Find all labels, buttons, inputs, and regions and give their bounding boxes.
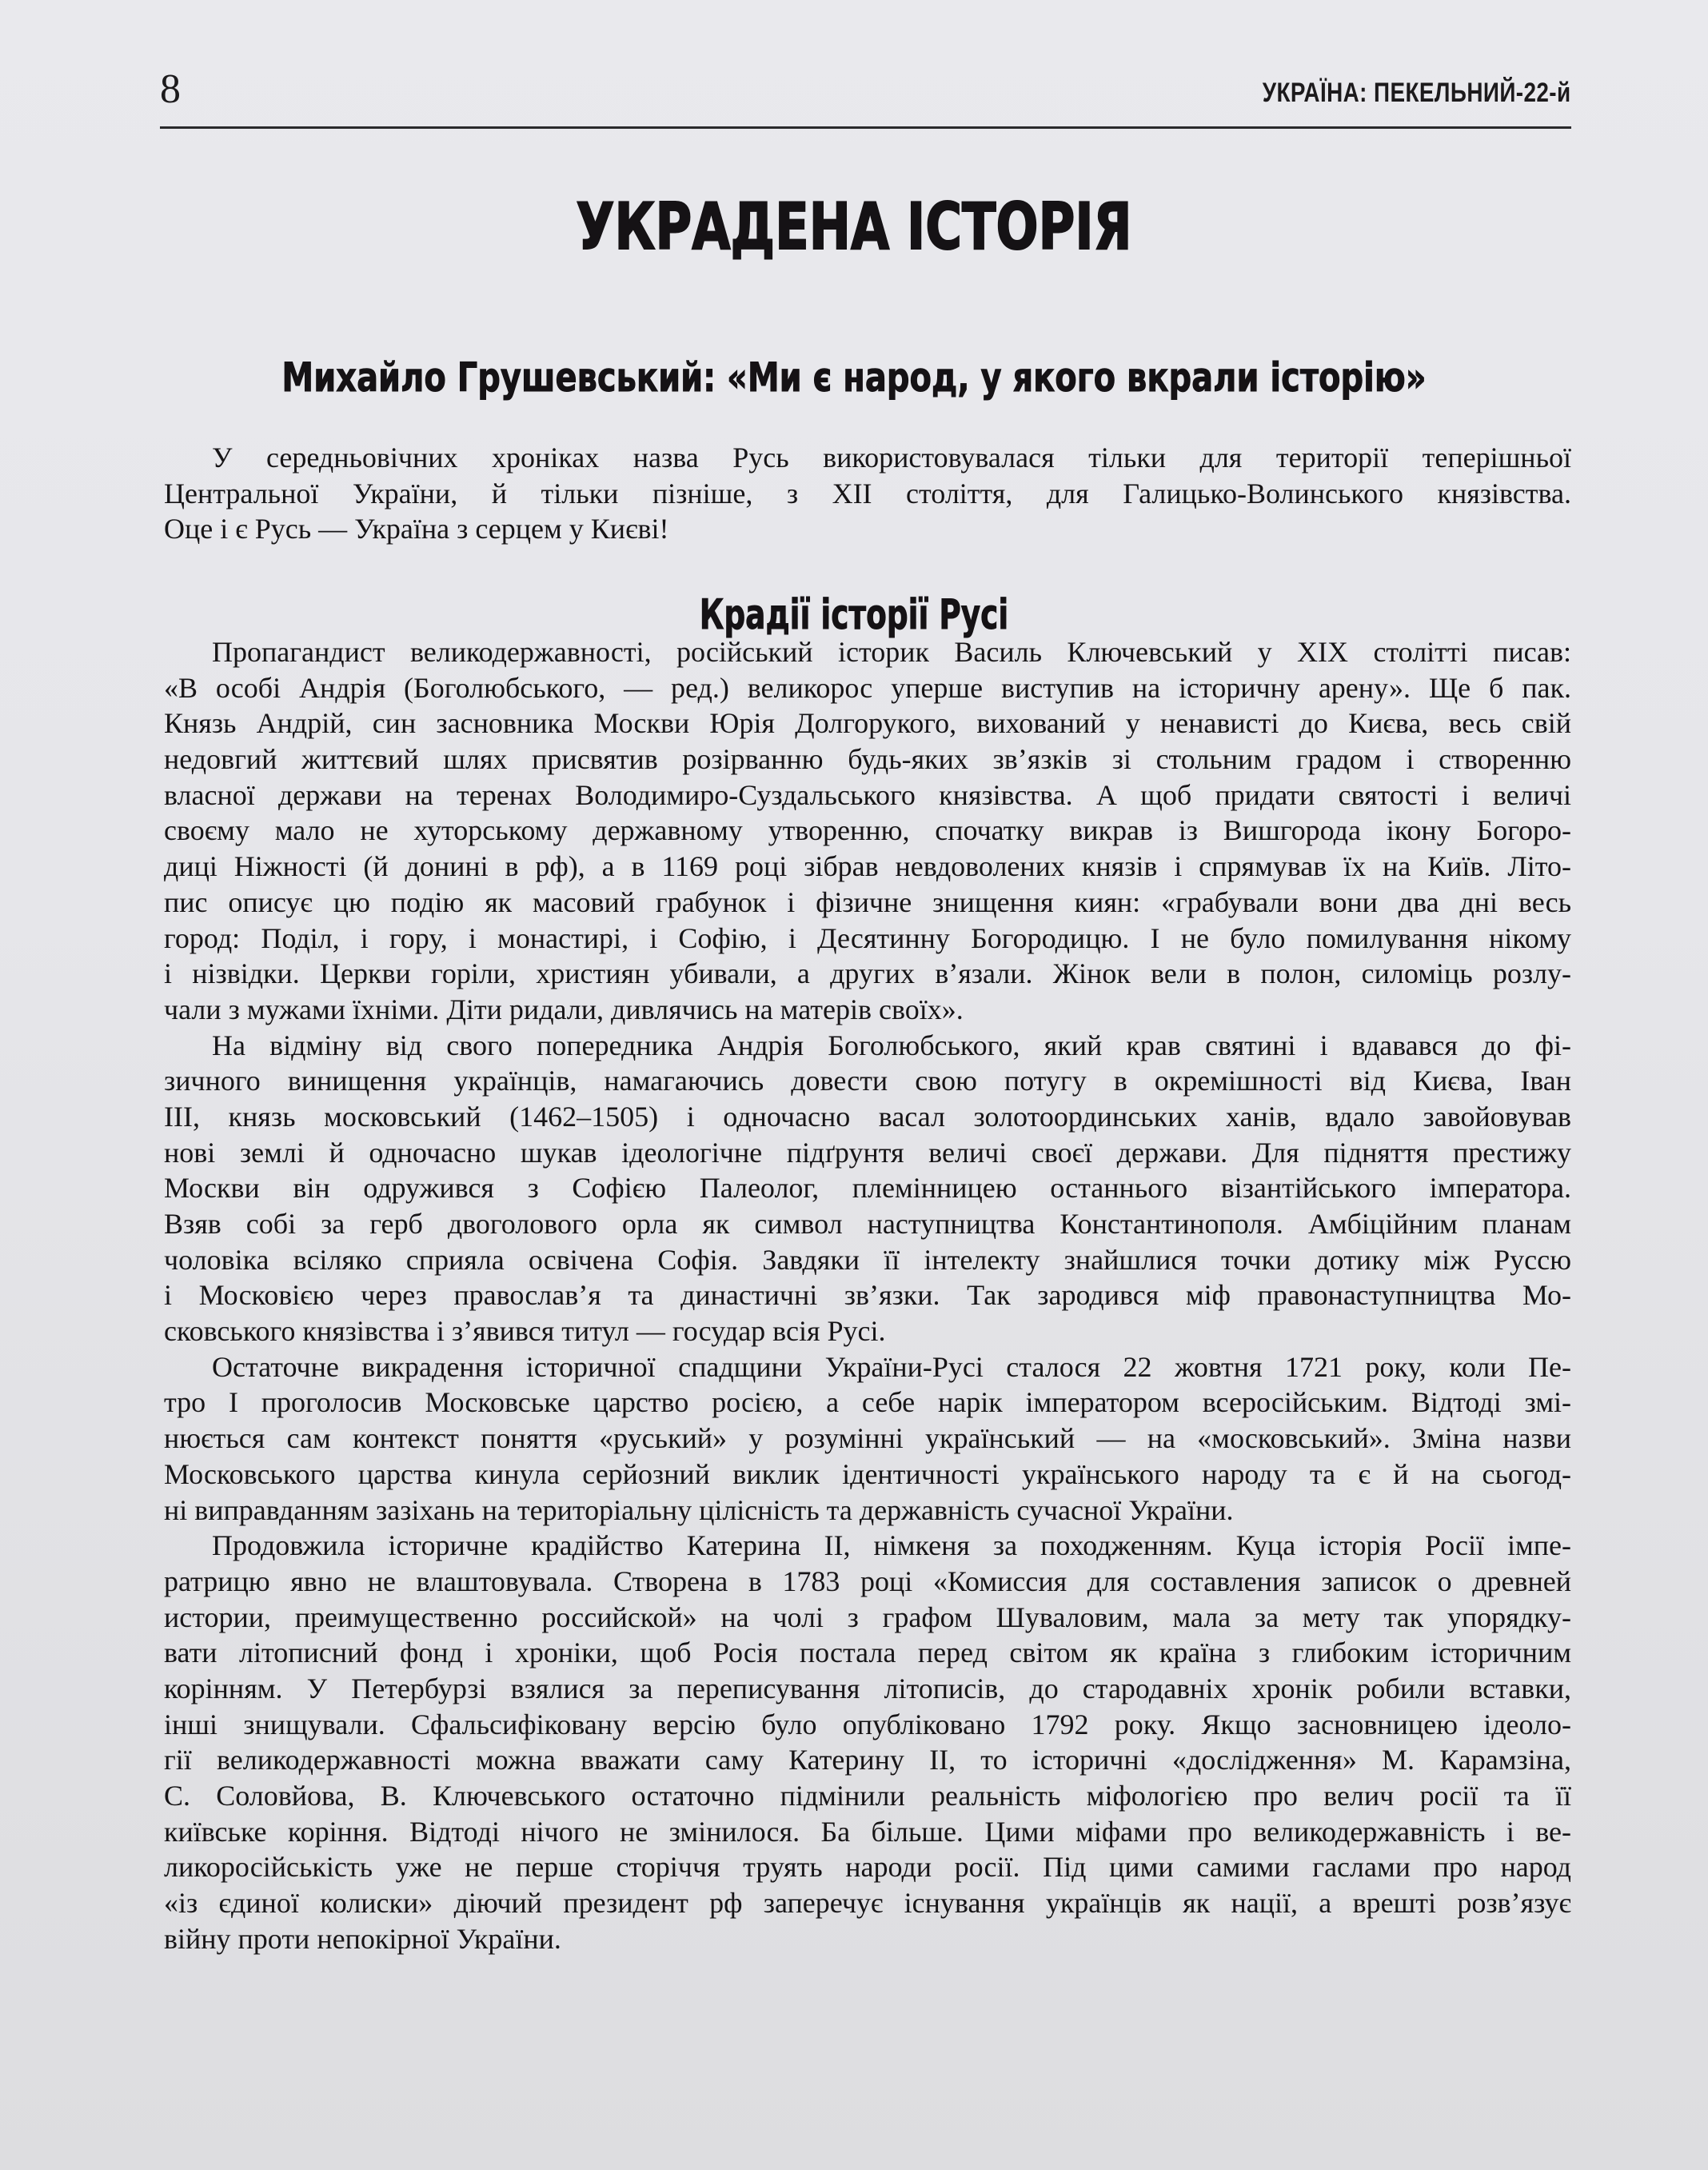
paragraph-catherine-ii	[164, 1528, 1571, 1956]
text-line: На відміну від свого попередника Андрія Боголюбського, який крав святині і вдавався до фі-	[212, 1029, 1571, 1061]
text-line: корінням. У Петербурзі взялися за переписування літописів, до стародавніх хронік робили вставки,	[164, 1672, 1571, 1704]
running-header	[160, 66, 1571, 122]
text-line: і нізвідки. Церкви горіли, християн убивали, а других в’язали. Жінок вели в полон, силоміць розлу-	[164, 957, 1571, 990]
text-line: диці Ніжності (й донині в рф), а в 1169 році зібрав невдоволених князів і спрямував їх на Київ. Літо-	[164, 850, 1571, 883]
text-line: ликоросійськість уже не перше сторіччя труять народи росії. Під цими самими гаслами про народ	[164, 1851, 1571, 1884]
text-line: власної держави на теренах Володимиро-Суздальського князівства. А щоб придати святості і величі	[164, 778, 1571, 811]
text-line: Московського царства кинула серйозний виклик ідентичності українського народу та є й на сьогод-	[164, 1457, 1571, 1490]
text-line: нюється сам контекст поняття «руський» у розумінні український — на «московський». Зміна назви	[164, 1422, 1571, 1455]
page-number: 8	[160, 66, 181, 112]
header-divider	[160, 126, 1571, 129]
text-line: пис описує цю подію як масовий грабунок і фізичне знищення киян: «грабували вони два дні весь	[164, 885, 1571, 918]
paragraph-ivan-iii	[164, 1028, 1571, 1349]
text-line: вати літописний фонд і хроніки, щоб Росія постала перед світом як країна з глибоким історичним	[164, 1636, 1571, 1669]
text-line: зичного винищення українців, намагаючись довести свою потугу в окремішності від Києва, Іван	[164, 1065, 1571, 1097]
text-line: чали з мужами їхніми. Діти ридали, дивлячись на матерів своїх».	[164, 993, 964, 1025]
text-line: Центральної України, й тільки пізніше, з XII століття, для Галицько-Волинського князівства.	[164, 477, 1571, 510]
text-line: і Московією через православ’я та династичні зв’язки. Так зародився міф правонаступництва Мо-	[164, 1279, 1571, 1312]
text-line: У середньовічних хроніках назва Русь використовувалася тільки для території теперішньої	[212, 442, 1571, 474]
text-line: Князь Андрій, син засновника Москви Юрія Долгорукого, вихований у ненависті до Києва, весь свій	[164, 707, 1571, 740]
text-line: недовгий життєвий шлях присвятив розірванню будь-яких зв’язків зі стольним градом і створенню	[164, 743, 1571, 776]
chapter-title: УКРАДЕНА ІСТОРІЯ	[576, 190, 1132, 264]
text-line: город: Поділ, і гору, і монастирі, і Софію, і Десятинну Богородицю. І не було помилування нікому	[164, 921, 1571, 954]
section-heading-thieves: Крадії історії Русі	[699, 591, 1009, 639]
text-line: Оце і є Русь — Україна з серцем у Києві!	[164, 513, 669, 545]
text-line: інші знищували. Сфальсифіковану версію було опубліковано 1792 року. Якщо засновницею ідеоло-	[164, 1708, 1571, 1740]
intro-paragraph	[164, 440, 1571, 547]
text-line: «В особі Андрія (Боголюбського, — ред.) великорос уперше виступив на історичну арену». Ще б пак.	[164, 671, 1571, 704]
text-line: Остаточне викрадення історичної спадщини України-Русі сталося 22 жовтня 1721 року, коли Пе-	[212, 1350, 1571, 1383]
text-line: С. Соловйова, В. Ключевського остаточно підмінили реальність міфологією про велич росії та її	[164, 1780, 1571, 1812]
paragraph-peter-i	[164, 1349, 1571, 1528]
article-body	[164, 634, 1571, 1956]
text-line: истории, преимущественно российской» на чолі з графом Шуваловим, мала за мету так упорядку-	[164, 1601, 1571, 1633]
section-heading-quote: Михайло Грушевський: «Ми є народ, у якого вкрали історію»	[281, 354, 1427, 401]
text-line: своєму мало не хуторському державному утворенню, спочатку викрав із Вишгорода ікону Богоро-	[164, 814, 1571, 847]
text-line: Взяв собі за герб двоголового орла як символ наступництва Константинополя. Амбіційним планам	[164, 1208, 1571, 1240]
text-line: нові землі й одночасно шукав ідеологічне підґрунтя величі своєї держави. Для підняття престижу	[164, 1136, 1571, 1169]
text-line: «із єдиної колиски» діючий президент рф заперечує існування українців як нації, а врешті розв’язує	[164, 1887, 1571, 1920]
text-line: Пропагандист великодержавності, російський історик Василь Ключевський у XIX столітті писав:	[212, 636, 1571, 668]
text-line: війну проти непокірної України.	[164, 1922, 561, 1955]
paragraph-kliuchevsky	[164, 634, 1571, 1028]
text-line: гії великодержавності можна вважати саму Катерину II, то історичні «дослідження» М. Карамзіна,	[164, 1744, 1571, 1776]
text-line: ні виправданням зазіхань на територіальну цілісність та державність сучасної України.	[164, 1493, 1234, 1526]
text-line: чоловіка всіляко сприяла освічена Софія. Завдяки її інтелекту знайшлися точки дотику між Руссю	[164, 1243, 1571, 1276]
text-line: київське коріння. Відтоді нічого не змінилося. Ба більше. Цими міфами про великодержавність і ве-	[164, 1815, 1571, 1848]
text-line: ратрицю явно не влаштовувала. Створена в 1783 році «Комиссия для составления записок о древней	[164, 1565, 1571, 1597]
running-title: УКРАЇНА: ПЕКЕЛЬНИЙ-22-й	[1263, 78, 1571, 108]
text-line: Продовжила історичне крадійство Катерина II, німкеня за походженням. Куца історія Росії імпе-	[212, 1529, 1571, 1562]
text-line: сковського князівства і з’явився титул — государ всія Русі.	[164, 1315, 886, 1348]
text-line: III, князь московський (1462–1505) і одночасно васал золотоординських ханів, вдало завойовував	[164, 1100, 1571, 1133]
text-line: Москви він одружився з Софією Палеолог, племінницею останнього візантійського імператора.	[164, 1172, 1571, 1205]
text-line: тро І проголосив Московське царство росією, а себе нарік імператором всеросійським. Відтоді змі-	[164, 1386, 1571, 1419]
